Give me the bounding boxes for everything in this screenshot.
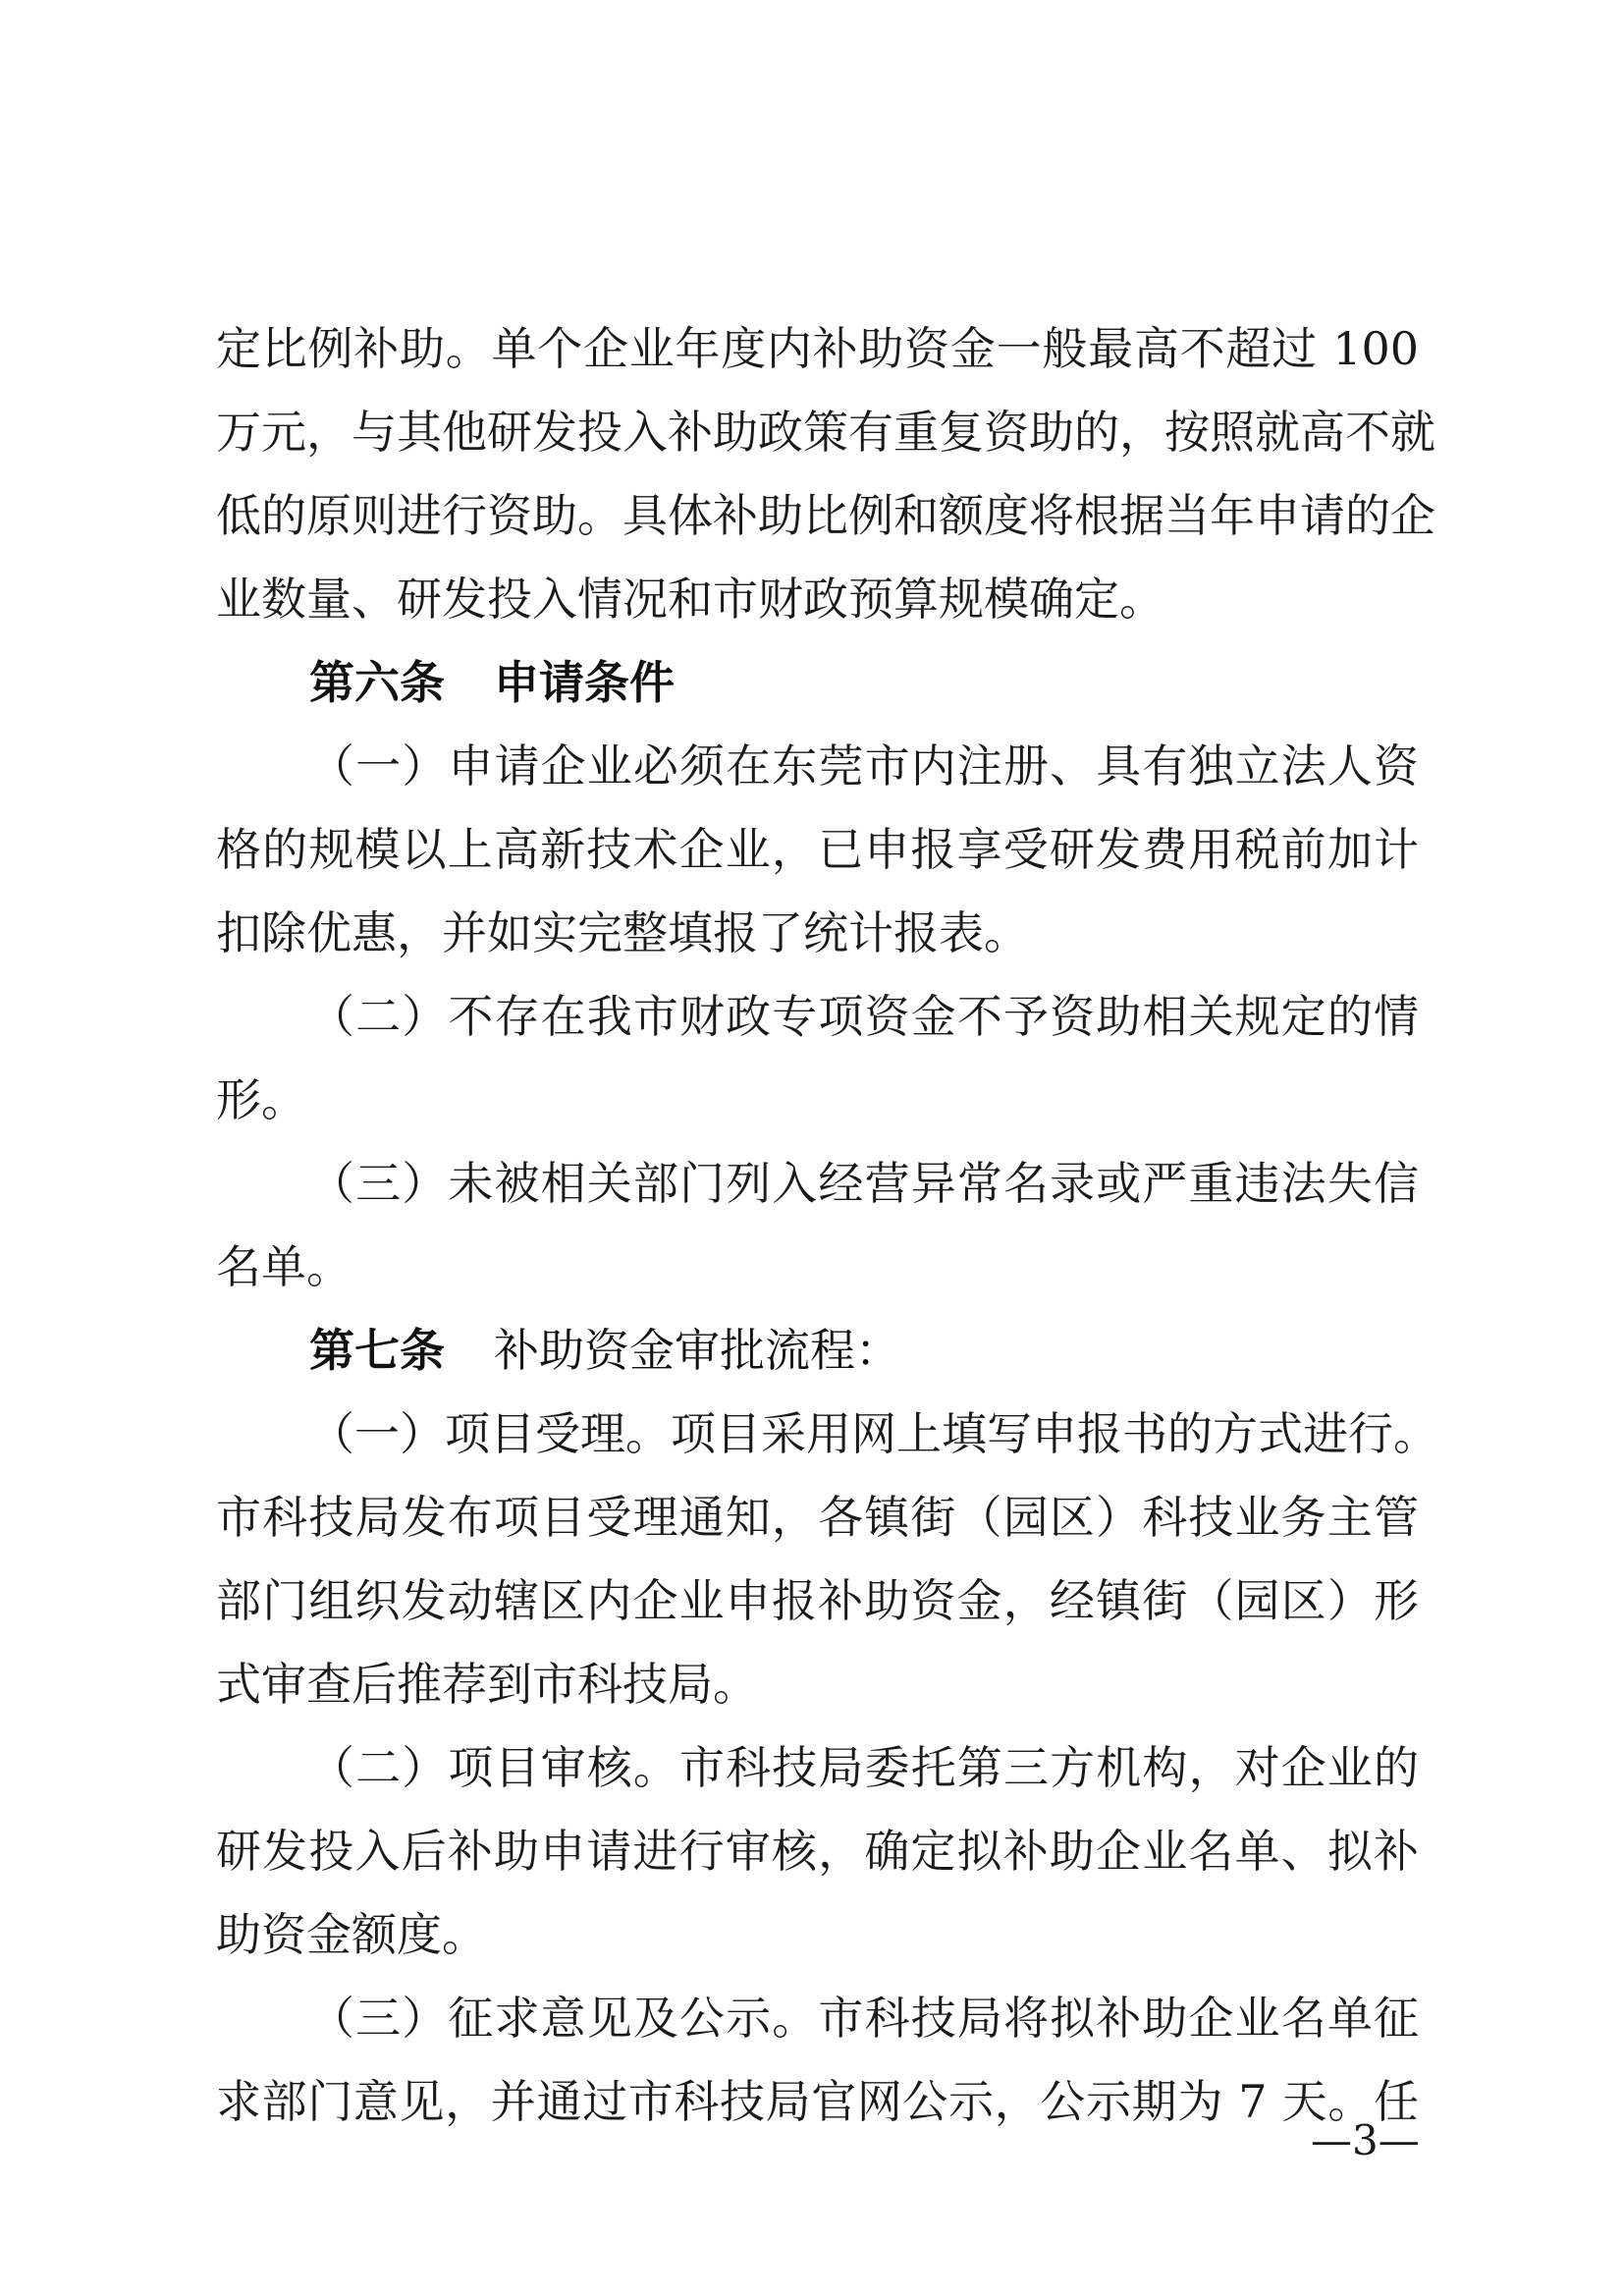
article-6-item-2-line: 形。 <box>216 1073 306 1126</box>
article-6-number: 第六条 <box>309 656 445 709</box>
article-7-item-3-line: （三）征求意见及公示。市科技局将拟补助企业名单征 <box>309 1992 1419 2045</box>
article-7-number: 第七条 <box>309 1324 445 1377</box>
article-7-item-2-line: （二）项目审核。市科技局委托第三方机构，对企业的 <box>309 1741 1419 1794</box>
page-number: —3— <box>1311 2116 1420 2164</box>
article-7-item-3-line: 求部门意见，并通过市科技局官网公示，公示期为 7 天。任 <box>216 2075 1419 2128</box>
article-7-heading <box>309 1321 900 1380</box>
article-6-item-1-line: 扣除优惠，并如实完整填报了统计报表。 <box>216 906 1029 959</box>
article-6-item-3-line: 名单。 <box>216 1240 352 1293</box>
article-6-item-3-line: （三）未被相关部门列入经营异常名录或严重违法失信 <box>309 1157 1419 1210</box>
article-6-item-1-line: （一）申请企业必须在东莞市内注册、具有独立法人资 <box>309 739 1419 793</box>
paragraph-line: 万元，与其他研发投入补助政策有重复资助的，按照就高不就 <box>216 406 1435 459</box>
article-7-item-1-line: 式审查后推荐到市科技局。 <box>216 1658 758 1711</box>
article-6-item-1-line: 格的规模以上高新技术企业，已申报享受研发费用税前加计 <box>216 823 1419 876</box>
article-7-title: 补助资金审批流程： <box>494 1324 900 1377</box>
article-7-item-2-line: 研发投入后补助申请进行审核，确定拟补助企业名单、拟补 <box>216 1825 1419 1878</box>
article-6-title: 申请条件 <box>494 656 675 709</box>
paragraph-line: 低的原则进行资助。具体补助比例和额度将根据当年申请的企 <box>216 489 1435 542</box>
article-7-item-2-line: 助资金额度。 <box>216 1908 487 1961</box>
article-6-heading <box>309 653 675 712</box>
article-7-item-1-line: （一）项目受理。项目采用网上填写申报书的方式进行。 <box>309 1407 1438 1460</box>
article-7-item-1-line: 部门组织发动辖区内企业申报补助资金，经镇街（园区）形 <box>216 1574 1419 1627</box>
article-7-item-1-line: 市科技局发布项目受理通知，各镇街（园区）科技业务主管 <box>216 1491 1419 1544</box>
paragraph-line: 业数量、研发投入情况和市财政预算规模确定。 <box>216 573 1164 626</box>
paragraph-line: 定比例补助。单个企业年度内补助资金一般最高不超过 100 <box>216 322 1419 375</box>
article-6-item-2-line: （二）不存在我市财政专项资金不予资助相关规定的情 <box>309 990 1419 1043</box>
